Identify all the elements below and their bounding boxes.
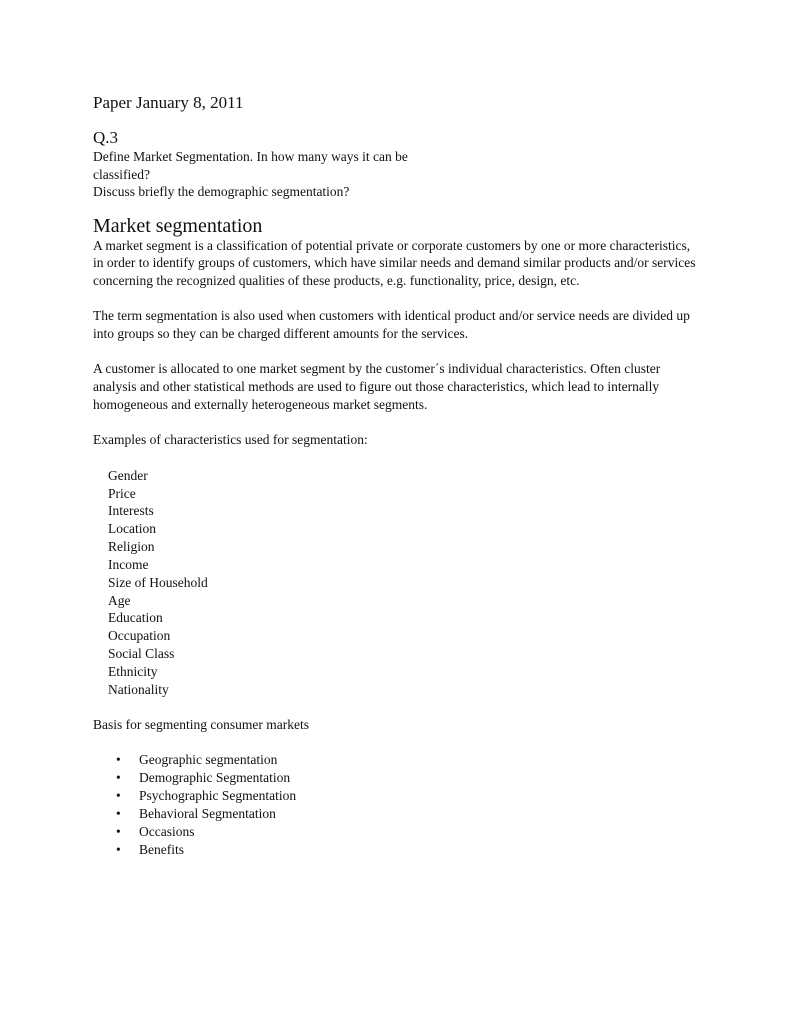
question-line: classified? xyxy=(93,166,150,182)
term-paragraph: The term segmentation is also used when customers with identical product and/or service needs are divided up into groups so they can be charged different amounts for the services. xyxy=(93,308,690,342)
list-item: Interests xyxy=(108,503,154,519)
list-item: Social Class xyxy=(108,646,175,662)
bullet-text: Demographic Segmentation xyxy=(139,770,291,786)
bullet-icon: • xyxy=(116,823,121,839)
bullet-text: Occasions xyxy=(139,823,195,839)
definition-paragraph: A market segment is a classification of potential private or corporate customers by one or more characteristics, in order to identify groups of customers, which have similar needs and demand similar products and/or services concerning the recognized qualities of these products, e.g. functionality, price, design, etc. xyxy=(93,237,696,289)
examples-intro: Examples of characteristics used for segmentation: xyxy=(93,432,368,448)
list-item: Age xyxy=(108,592,131,608)
bullet-item xyxy=(93,751,703,769)
basis-list xyxy=(93,751,703,858)
bullet-item xyxy=(93,841,703,859)
list-item: Occupation xyxy=(108,628,171,644)
bullet-text: Benefits xyxy=(139,841,184,857)
list-item: Price xyxy=(108,485,136,501)
question-text xyxy=(93,148,473,201)
list-item: Nationality xyxy=(108,681,169,697)
list-item: Ethnicity xyxy=(108,663,158,679)
bullet-text: Behavioral Segmentation xyxy=(139,805,276,821)
list-item: Size of Household xyxy=(108,574,208,590)
question-line: Define Market Segmentation. In how many ways it can be xyxy=(93,149,408,164)
list-item: Gender xyxy=(108,467,148,483)
bullet-icon: • xyxy=(116,841,121,857)
question-line: Discuss briefly the demographic segmentation? xyxy=(93,184,350,199)
characteristics-list xyxy=(108,467,703,699)
section-heading: Market segmentation xyxy=(93,214,263,237)
basis-intro: Basis for segmenting consumer markets xyxy=(93,717,309,733)
list-item: Location xyxy=(108,521,156,537)
bullet-icon: • xyxy=(116,805,121,821)
allocation-paragraph: A customer is allocated to one market segment by the customer´s individual characteristics. Often cluster analysis and other statistical methods are used to figure out those characteristics, which lead to internally homogeneous and externally heterogeneous market segments. xyxy=(93,361,661,413)
bullet-text: Psychographic Segmentation xyxy=(139,788,297,804)
bullet-icon: • xyxy=(116,752,121,768)
bullet-item xyxy=(93,787,703,805)
bullet-item xyxy=(93,769,703,787)
list-item: Education xyxy=(108,610,163,626)
page-title: Paper January 8, 2011 xyxy=(93,93,244,112)
bullet-item xyxy=(93,823,703,841)
list-item: Income xyxy=(108,556,149,572)
list-item: Religion xyxy=(108,539,155,555)
bullet-text: Geographic segmentation xyxy=(139,752,278,768)
bullet-icon: • xyxy=(116,770,121,786)
question-number: Q.3 xyxy=(93,128,119,147)
bullet-item xyxy=(93,805,703,823)
document-page xyxy=(93,92,703,859)
bullet-icon: • xyxy=(116,788,121,804)
